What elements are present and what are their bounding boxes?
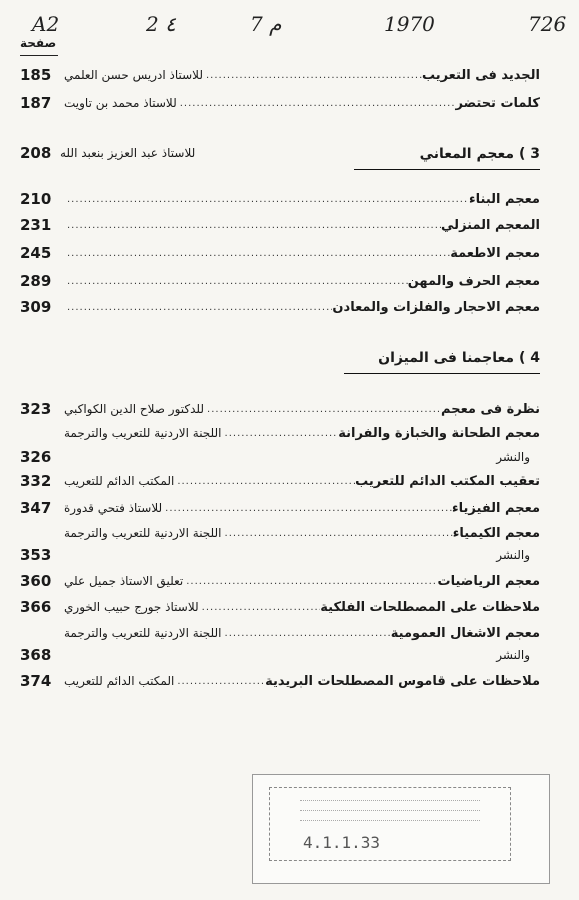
library-stamp: [252, 774, 550, 884]
section-underline: [354, 169, 540, 170]
page-number: 245: [20, 244, 52, 262]
toc-entry[interactable]: [20, 497, 540, 519]
entry-title: معجم الاحجار والفلزات والمعادن: [332, 299, 540, 315]
toc-entry[interactable]: [20, 596, 540, 618]
toc-entry[interactable]: [20, 570, 540, 592]
section-title: 3 ) معجم المعاني: [419, 146, 540, 162]
toc-entry-continuation: [20, 544, 540, 566]
toc-entry[interactable]: [20, 398, 540, 420]
page-number: 360: [20, 572, 52, 590]
entry-title: معجم الطحانة والخبازة والفرانة: [338, 425, 540, 441]
entry-author: اللجنة الاردنية للتعريب والترجمة: [64, 426, 222, 440]
toc-entry[interactable]: [20, 242, 540, 264]
entry-author: المكتب الدائم للتعريب: [64, 674, 175, 688]
toc-entry[interactable]: [20, 670, 540, 692]
leader-dots: [64, 276, 408, 287]
entry-author-continuation: والنشر: [496, 648, 530, 662]
leader-dots: [174, 676, 265, 687]
toc-entry-continuation: [20, 644, 540, 666]
entry-author: للاستاذ ادريس حسن العلمي: [64, 68, 203, 82]
section-author: للاستاذ عبد العزيز بنعبد الله: [60, 146, 196, 160]
toc-entry[interactable]: [20, 470, 540, 492]
page-number: 374: [20, 672, 52, 690]
toc-entry[interactable]: [20, 92, 540, 114]
page-number: 368: [20, 646, 52, 664]
entry-title: المعجم المنزلي: [441, 217, 540, 233]
entry-title: معجم الاطعمة: [450, 245, 540, 261]
entry-title: معجم البناء: [469, 191, 540, 207]
page-number: 353: [20, 546, 52, 564]
entry-author: اللجنة الاردنية للتعريب والترجمة: [64, 626, 222, 640]
entry-author: للاستاذ فتحي قدورة: [64, 501, 163, 515]
page-number: 347: [20, 499, 52, 517]
entry-author: للاستاذ جورج حبيب الخوري: [64, 600, 199, 614]
leader-dots: [204, 404, 441, 415]
page-number: 366: [20, 598, 52, 616]
leader-dots: [203, 70, 422, 81]
section-underline: [344, 373, 540, 374]
toc-entry[interactable]: [20, 522, 540, 544]
leader-dots: [222, 528, 453, 539]
page-number: 231: [20, 216, 52, 234]
toc-entry[interactable]: [20, 622, 540, 644]
entry-author-continuation: والنشر: [496, 548, 530, 562]
section-title: 4 ) معاجمنا فى الميزان: [378, 350, 540, 366]
entry-author: تعليق الاستاذ جميل علي: [64, 574, 184, 588]
section-heading[interactable]: [20, 346, 540, 372]
page-number: 187: [20, 94, 52, 112]
leader-dots: [199, 602, 321, 613]
leader-dots: [222, 428, 339, 439]
entry-title: معجم الاشغال العمومية: [390, 625, 540, 641]
entry-title: معجم الحرف والمهن: [407, 273, 540, 289]
leader-dots: [64, 302, 332, 313]
handwritten-ref-mid2: 7 م: [250, 12, 282, 36]
entry-author: للاستاذ محمد بن تاويت: [64, 96, 177, 110]
entry-title: ملاحظات على قاموس المصطلحات البريدية: [265, 673, 540, 689]
toc-entry[interactable]: [20, 64, 540, 86]
entry-author: اللجنة الاردنية للتعريب والترجمة: [64, 526, 222, 540]
leader-dots: [174, 476, 355, 487]
handwritten-year: 1970: [384, 12, 435, 36]
toc-entry-continuation: [20, 446, 540, 468]
page-number: 309: [20, 298, 52, 316]
entry-title: كلمات تحتضر: [455, 95, 540, 111]
entry-title: معجم الكيمياء: [452, 525, 540, 541]
toc-entry[interactable]: [20, 270, 540, 292]
leader-dots: [64, 248, 450, 259]
page-number: 289: [20, 272, 52, 290]
entry-title: تعقيب المكتب الدائم للتعريب: [355, 473, 540, 489]
stamp-number: 4.1.1.33: [303, 833, 381, 852]
page-number: 326: [20, 448, 52, 466]
page-column-rule: [20, 55, 58, 56]
toc-entry[interactable]: [20, 296, 540, 318]
handwritten-ref-right: 726: [528, 12, 567, 36]
toc-entry[interactable]: [20, 422, 540, 444]
entry-title: ملاحظات على المصطلحات الفلكية: [320, 599, 540, 615]
section-heading[interactable]: [20, 142, 540, 168]
leader-dots: [222, 628, 391, 639]
leader-dots: [64, 220, 441, 231]
page-column-label: صفحة: [20, 36, 57, 50]
entry-title: نظرة فى معجم: [441, 401, 540, 417]
entry-author: للدكتور صلاح الدين الكواكبي: [64, 402, 205, 416]
entry-title: معجم الرياضيات: [437, 573, 540, 589]
toc-entry[interactable]: [20, 214, 540, 236]
page-number: 332: [20, 472, 52, 490]
entry-title: معجم الفيزياء: [452, 500, 540, 516]
entry-author-continuation: والنشر: [496, 450, 530, 464]
leader-dots: [162, 503, 452, 514]
leader-dots: [183, 576, 437, 587]
entry-author: المكتب الدائم للتعريب: [64, 474, 175, 488]
leader-dots: [64, 194, 469, 205]
page-number: 323: [20, 400, 52, 418]
toc-entry[interactable]: [20, 188, 540, 210]
entry-title: الجديد فى التعريب: [421, 67, 540, 83]
leader-dots: [177, 98, 456, 109]
handwritten-ref-mid1: 2 ٤: [146, 12, 176, 36]
page-number: 185: [20, 66, 52, 84]
page-number: 208: [20, 144, 52, 162]
handwritten-ref-left: A2: [32, 12, 60, 36]
page-number: 210: [20, 190, 52, 208]
